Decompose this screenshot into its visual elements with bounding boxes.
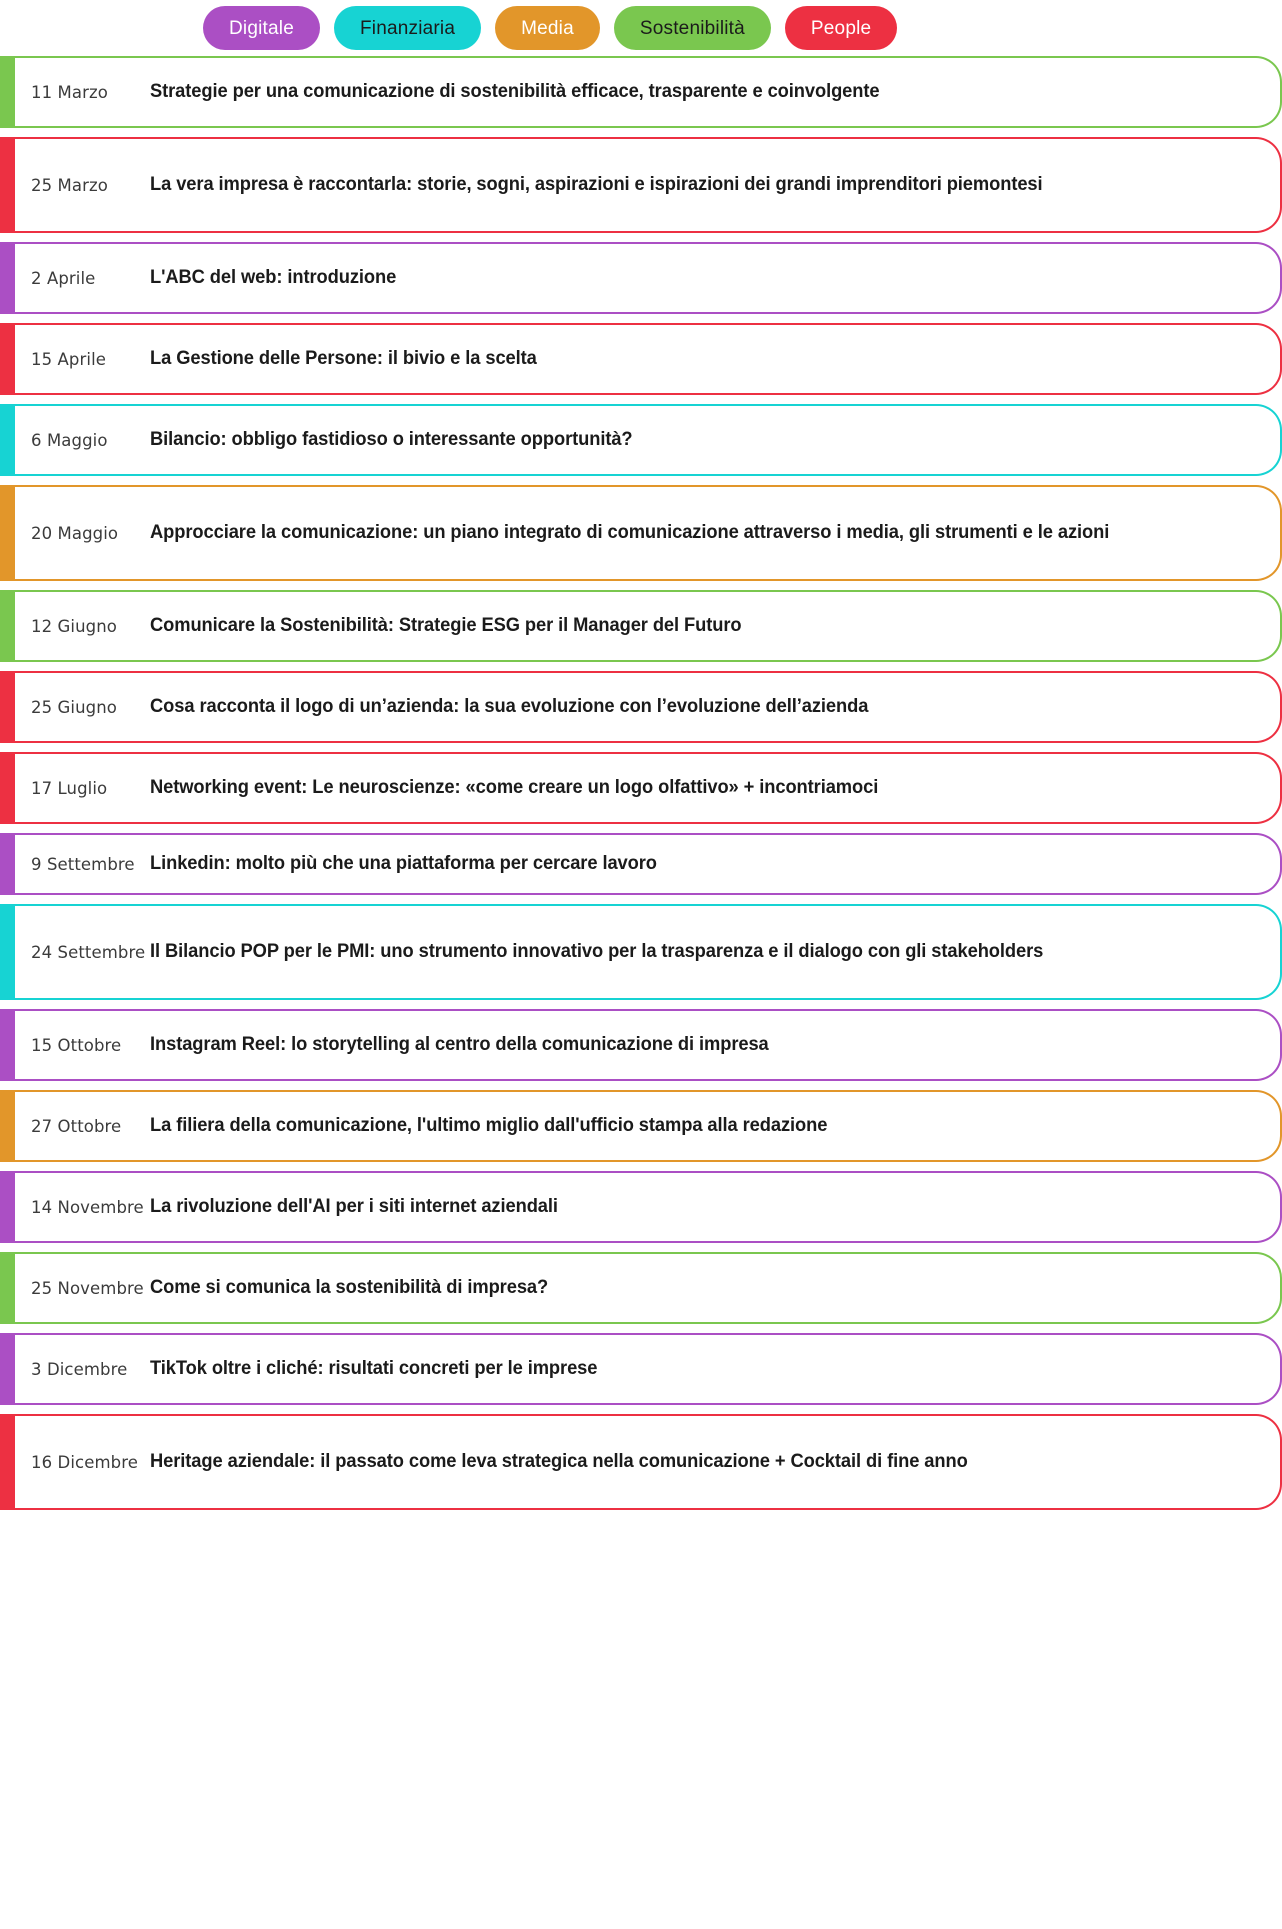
agenda-row-title: L'ABC del web: introduzione bbox=[150, 266, 397, 289]
agenda-row-date: 11 Marzo bbox=[31, 82, 108, 102]
category-pill-label: Media bbox=[521, 17, 574, 39]
agenda-row-date: 15 Ottobre bbox=[31, 1035, 122, 1055]
agenda-row-title: La Gestione delle Persone: il bivio e la scelta bbox=[150, 347, 537, 370]
agenda-row-title: Networking event: Le neuroscienze: «come creare un logo olfattivo» + incontriamoci bbox=[150, 776, 879, 799]
agenda-row[interactable] bbox=[0, 833, 1282, 895]
agenda-row[interactable] bbox=[0, 323, 1282, 395]
agenda-row-title: Cosa racconta il logo di un’azienda: la sua evoluzione con l’evoluzione dell’azienda bbox=[150, 695, 869, 718]
agenda-row-date: 6 Maggio bbox=[31, 430, 108, 450]
agenda-row[interactable] bbox=[0, 590, 1282, 662]
agenda-row-title: La rivoluzione dell'AI per i siti internet aziendali bbox=[150, 1195, 558, 1218]
agenda-row-title: La filiera della comunicazione, l'ultimo miglio dall'ufficio stampa alla redazione bbox=[150, 1114, 828, 1137]
agenda-row-date: 15 Aprile bbox=[31, 349, 107, 369]
agenda-row-title: Come si comunica la sostenibilità di impresa? bbox=[150, 1276, 549, 1299]
agenda-row-date: 27 Ottobre bbox=[31, 1116, 122, 1136]
agenda-row-title: Linkedin: molto più che una piattaforma per cercare lavoro bbox=[150, 852, 657, 875]
agenda-row-title: Instagram Reel: lo storytelling al centro della comunicazione di impresa bbox=[150, 1033, 769, 1056]
agenda-row-title: Bilancio: obbligo fastidioso o interessante opportunità? bbox=[150, 428, 633, 451]
category-pill-label: Finanziaria bbox=[359, 17, 456, 39]
agenda-row-date: 3 Dicembre bbox=[31, 1359, 128, 1379]
agenda-row-date: 16 Dicembre bbox=[31, 1452, 138, 1472]
agenda-row[interactable] bbox=[0, 1171, 1282, 1243]
category-pill-sostenibilit-[interactable] bbox=[614, 6, 771, 50]
category-pill-label: People bbox=[810, 17, 872, 39]
agenda-row-date: 2 Aprile bbox=[31, 268, 96, 288]
category-legend bbox=[0, 0, 1282, 56]
category-pill-label: Digitale bbox=[229, 17, 294, 39]
agenda-row-date: 14 Novembre bbox=[31, 1197, 144, 1217]
agenda-row[interactable] bbox=[0, 56, 1282, 128]
agenda-row-title: Strategie per una comunicazione di sostenibilità efficace, trasparente e coinvolgente bbox=[150, 80, 880, 103]
agenda-row[interactable] bbox=[0, 1333, 1282, 1405]
agenda-row[interactable] bbox=[0, 1414, 1282, 1510]
agenda-row-date: 24 Settembre bbox=[31, 942, 146, 962]
agenda-row-title: TikTok oltre i cliché: risultati concreti per le imprese bbox=[150, 1357, 598, 1380]
agenda-row[interactable] bbox=[0, 137, 1282, 233]
agenda-row[interactable] bbox=[0, 904, 1282, 1000]
agenda-row[interactable] bbox=[0, 671, 1282, 743]
agenda-row-date: 17 Luglio bbox=[31, 778, 108, 798]
agenda-row[interactable] bbox=[0, 485, 1282, 581]
agenda-row-date: 20 Maggio bbox=[31, 523, 119, 543]
agenda-row-title: La vera impresa è raccontarla: storie, sogni, aspirazioni e ispirazioni dei grandi imprenditori piemontesi bbox=[150, 173, 1043, 196]
agenda-row-title: Comunicare la Sostenibilità: Strategie ESG per il Manager del Futuro bbox=[150, 614, 742, 637]
category-pill-digitale[interactable] bbox=[203, 6, 320, 50]
agenda-row-date: 25 Giugno bbox=[31, 697, 117, 717]
category-pill-label: Sostenibilità bbox=[639, 17, 745, 39]
agenda-row[interactable] bbox=[0, 242, 1282, 314]
agenda-list bbox=[0, 56, 1282, 1510]
agenda-row[interactable] bbox=[0, 404, 1282, 476]
agenda-row[interactable] bbox=[0, 1090, 1282, 1162]
agenda-row-title: Heritage aziendale: il passato come leva strategica nella comunicazione + Cocktail di fine anno bbox=[150, 1450, 968, 1473]
agenda-row[interactable] bbox=[0, 1009, 1282, 1081]
agenda-row-date: 12 Giugno bbox=[31, 616, 117, 636]
agenda-row-title: Approcciare la comunicazione: un piano integrato di comunicazione attraverso i media, gli strumenti e le azioni bbox=[150, 521, 1110, 544]
category-pill-finanziaria[interactable] bbox=[334, 6, 481, 50]
agenda-row-date: 25 Marzo bbox=[31, 175, 108, 195]
agenda-row-date: 9 Settembre bbox=[31, 854, 135, 874]
agenda-row[interactable] bbox=[0, 752, 1282, 824]
agenda-row[interactable] bbox=[0, 1252, 1282, 1324]
category-pill-people[interactable] bbox=[785, 6, 897, 50]
category-pill-media[interactable] bbox=[495, 6, 600, 50]
agenda-row-date: 25 Novembre bbox=[31, 1278, 144, 1298]
agenda-row-title: Il Bilancio POP per le PMI: uno strumento innovativo per la trasparenza e il dialogo con gli stakeholders bbox=[150, 940, 1044, 963]
